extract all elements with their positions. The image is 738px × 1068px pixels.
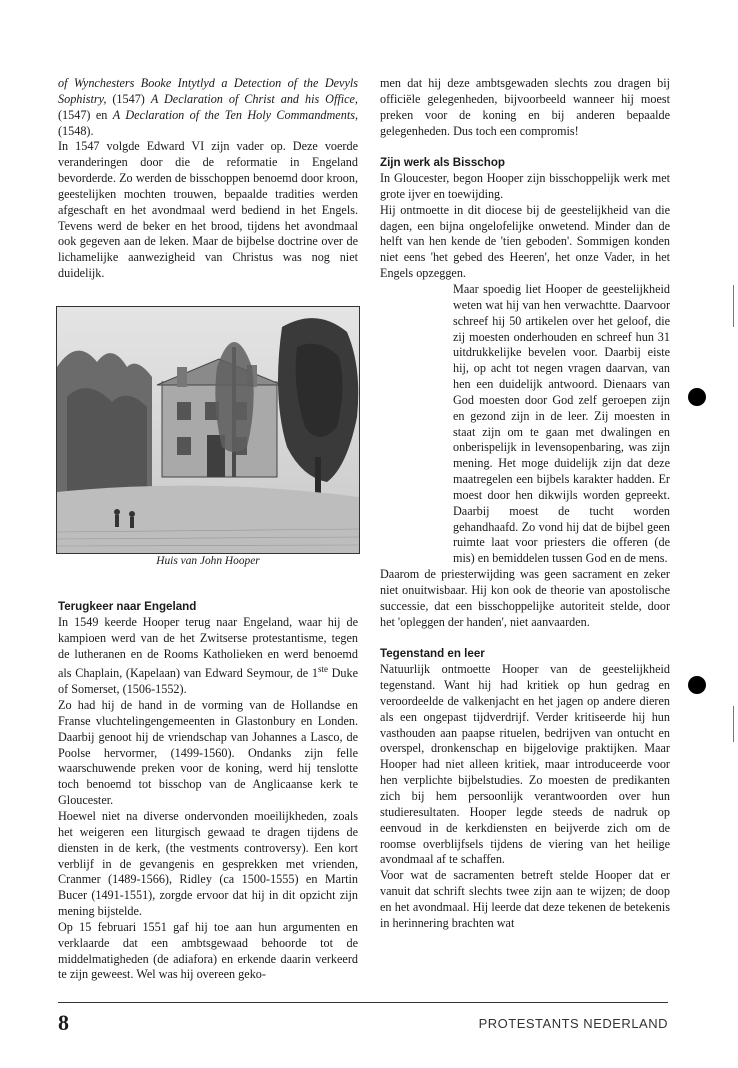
- paragraph-compromis: men dat hij deze ambtsgewaden slechts zou dragen bij officiële gelegenheden, bijvoorbeeld wanneer hij moest preken voor de koning en bij anderen bepaalde gelegenheden. Dus toch een compromis!: [380, 76, 670, 138]
- scan-mark-bottom: [733, 706, 734, 742]
- paragraph-terugkeer: In 1549 keerde Hooper terug naar Engeland, waar hij de kampioen werd van de het Zwitserse protestantisme, tegen de lutheranen en de Rooms Katholieken en werd benoemd als Chaplain, (Kapelaan) van Edward Seymour, de 1ste Duke of Somerset, (1506-1552).: [58, 614, 358, 697]
- paragraph-vestments: Hoewel niet na diverse ondervonden moeilijkheden, zoals het weigeren een liturgisch gewaad te dragen tijdens de diensten in de kerk, (the vestments controversy). Een kort verblijf in de gevangenis en gesprekken met vrienden, Cranmer (1489-1566), Ridley (ca 1500-1555) en Martin Bucer (1491-1551), zorgde ervoor dat hij in dit opzicht zijn mening bijstelde.: [58, 809, 358, 919]
- paragraph-sacramenten: Voor wat de sacramenten betreft stelde Hooper dat er vanuit dat schrift slechts twee zijn aan te wijzen; de doop en het avondmaal. Hij leerde dat deze tekenen de betekenis in herinnering brachten wat: [380, 868, 670, 930]
- paragraph-edward: In 1547 volgde Edward VI zijn vader op. Deze voerde veranderingen door die de reformatie in Engeland bevorderde. Zo werden de bisschoppen benoemd door kroon, geestelijken mochten trouwen, bepaalde tradities werden afgeschaft en het avondmaal werd bediend in het Engels. Tevens werd de beker en het brood, tijdens het avondmaal ook gegeven aan de leken. Maar de bijbelse doctrine over de lichamelijke aanwezigheid van Christus was nog niet duidelijk.: [58, 139, 358, 281]
- punch-hole-bottom: [688, 676, 706, 694]
- figure-caption: Huis van John Hooper: [156, 554, 260, 567]
- indented-block: [380, 282, 670, 567]
- heading-terugkeer: Terugkeer naar Engeland: [58, 599, 197, 613]
- left-column: [58, 76, 358, 983]
- paragraph-vluchtelingen: Zo had hij de hand in de vorming van de Hollandse en Franse vluchtelingengemeenten in Glastonbury en Londen. Daarbij genoot hij de vriendschap van Johannes a Lasco, de Poolse hervormer, (1499-1560). Ondanks zijn felle waarschuwende preken voor de koning, werd hij tenslotte toch benoemd tot bisschop van de Anglicaanse kerk te Gloucester.: [58, 698, 358, 808]
- paragraph-tegenstand: Natuurlijk ontmoette Hooper van de geestelijkheid tegenstand. Want hij had kritiek op hun gedrag en veroordeelde de valkenjacht en het jagen op andere dieren als een ongepast tijdverdrijf. Verder kritiseerde hij hun vasthouden aan paapse rituelen, bedrijven van ontucht en overspel, dronkenschap en bijgelovige praktijken. Maar Hooper had niet alleen kritiek, maar introduceerde voor hen verplichte bijbelstudies. Zo moesten de predikanten zich bij hem persoonlijk verantwoorden over hun studieresultaten. Hooper legde steeds de nadruk op eenvoud in de kerkdiensten en beijverde zich om de roomse overblijfsels tijdens de viering van het heilige avondmaal af te schaffen.: [380, 662, 670, 867]
- paragraph-februari: Op 15 februari 1551 gaf hij toe aan hun argumenten en verklaarde dat een ambtsgewaad behoorde tot de middelmatigheden (de adiafora) en erkende daarin verkeerd te zijn geweest. Wel was hij overeen geko-: [58, 919, 358, 982]
- paragraph-titles: of Wynchesters Booke Intytlyd a Detection of the Devyls Sophistry, (1547) A Declaration of Christ and his Office, (1547) en A Declaration of the Ten Holy Commandments, (1548).: [58, 76, 358, 138]
- page-number: 8: [58, 1010, 69, 1035]
- paragraph-gloucester: In Gloucester, begon Hooper zijn bisschoppelijk werk met grote ijver en toewijding.: [380, 171, 670, 201]
- publication-title: PROTESTANTS NEDERLAND: [478, 1016, 668, 1031]
- house-engraving: [56, 306, 360, 554]
- paragraph-artikelen: Maar spoedig liet Hooper de geestelijkheid weten wat hij van hen verwachtte. Daarvoor schreef hij 50 artikelen over het geloof, die zij moesten onderhouden en schreef hun 31 uitdrukkelijke bevelen voor. Daarbij eiste hij, op acht tot negen vragen daarvan, van hen een duidelijk antwoord. Dienaars van God moesten door God zelf geroepen zijn en gezond zijn in de leer. Zij moesten in staat zijn om te gaan met dwalingen en onberispelijk in levensopenbaring, was zijn mening. Het moge duidelijk zijn dat deze maatregelen een bijbels karakter hadden. Er moest door hen dikwijls worden gepreekt. Daarbij moest de tucht worden gehandhaafd. Zo vond hij dat de bijbel geen ruimte laat voor priesters die offeren (de mis) en bemiddelen tussen God en de mens.: [453, 281, 670, 566]
- heading-tegenstand: Tegenstand en leer: [380, 647, 485, 661]
- right-column: [380, 76, 670, 932]
- paragraph-priesterwijding: Daarom de priesterwijding was geen sacrament en zeker niet onuitwisbaar. Hij kon ook de theorie van apostolische successie, dat een bisschoppelijke autoriteit stelde, door het 'opleggen der handen', niet aanvaarden.: [380, 567, 670, 629]
- scan-mark-top: [733, 285, 734, 327]
- heading-bisschop: Zijn werk als Bisschop: [380, 156, 505, 170]
- paragraph-diocese: Hij ontmoette in dit diocese bij de geestelijkheid van die dagen, een bijna ongelofelijke onwetend. Minder dan de helft van hen kende de 'tien geboden'. Sommigen konden niet eens 'het gebed des Heeren', het onze Vader, in het Engels opzeggen.: [380, 202, 670, 281]
- punch-hole-top: [688, 388, 706, 406]
- footer-rule: [58, 1002, 668, 1003]
